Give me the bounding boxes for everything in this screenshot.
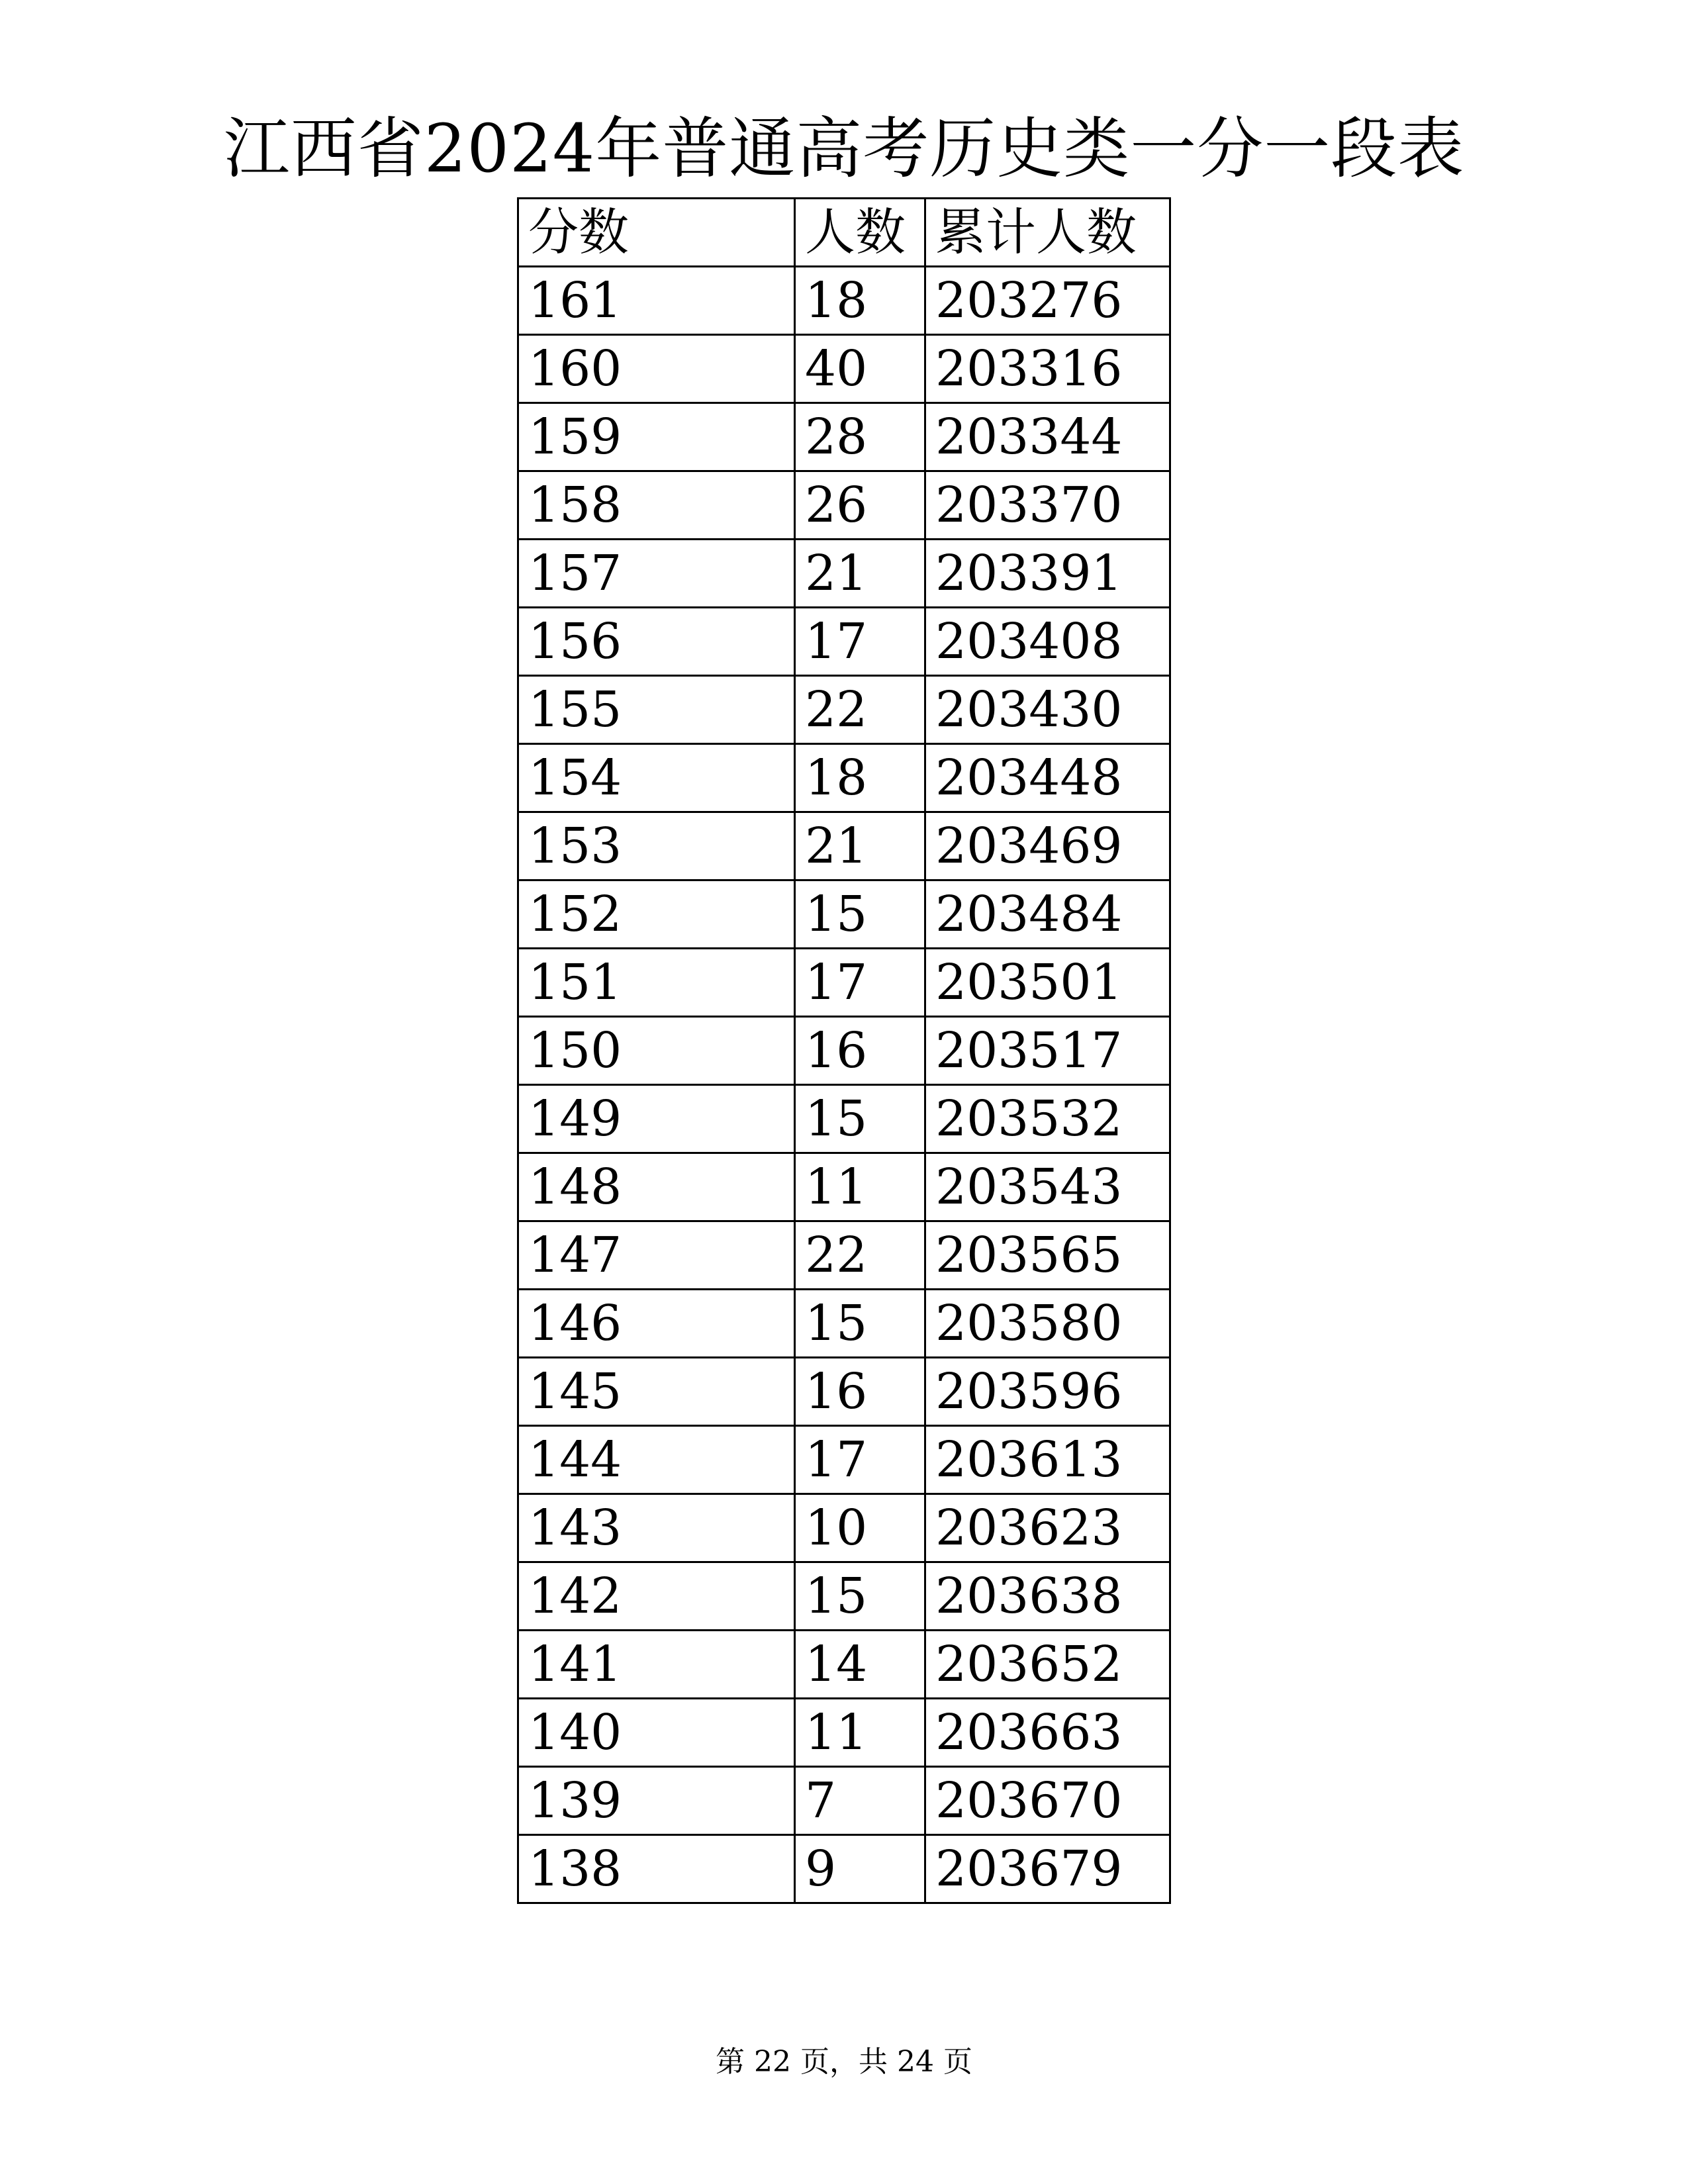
cell-cumulative: 203596 bbox=[925, 1358, 1170, 1426]
page-title: 江西省2024年普通高考历史类一分一段表 bbox=[223, 110, 1465, 187]
cell-score: 141 bbox=[518, 1631, 795, 1699]
cell-cumulative: 203517 bbox=[925, 1017, 1170, 1085]
cell-count: 11 bbox=[795, 1699, 925, 1767]
header-score: 分数 bbox=[518, 199, 795, 267]
cell-count: 7 bbox=[795, 1767, 925, 1835]
table-row bbox=[518, 1290, 1170, 1358]
cell-count: 17 bbox=[795, 1426, 925, 1494]
cell-cumulative: 203316 bbox=[925, 335, 1170, 403]
cell-count: 14 bbox=[795, 1631, 925, 1699]
cell-count: 22 bbox=[795, 1221, 925, 1290]
table-row bbox=[518, 880, 1170, 949]
cell-cumulative: 203652 bbox=[925, 1631, 1170, 1699]
table-row bbox=[518, 676, 1170, 744]
cell-cumulative: 203565 bbox=[925, 1221, 1170, 1290]
cell-cumulative: 203543 bbox=[925, 1153, 1170, 1221]
cell-count: 15 bbox=[795, 1290, 925, 1358]
cell-score: 138 bbox=[518, 1835, 795, 1903]
cell-count: 18 bbox=[795, 267, 925, 335]
table-row bbox=[518, 1767, 1170, 1835]
table-row bbox=[518, 1221, 1170, 1290]
table-body bbox=[518, 267, 1170, 1903]
cell-count: 16 bbox=[795, 1358, 925, 1426]
cell-count: 10 bbox=[795, 1494, 925, 1562]
cell-count: 15 bbox=[795, 1562, 925, 1631]
cell-score: 143 bbox=[518, 1494, 795, 1562]
table-row bbox=[518, 267, 1170, 335]
cell-cumulative: 203448 bbox=[925, 744, 1170, 812]
cell-count: 15 bbox=[795, 1085, 925, 1153]
cell-count: 21 bbox=[795, 540, 925, 608]
cell-score: 149 bbox=[518, 1085, 795, 1153]
cell-score: 153 bbox=[518, 812, 795, 880]
cell-score: 159 bbox=[518, 403, 795, 471]
cell-cumulative: 203580 bbox=[925, 1290, 1170, 1358]
cell-cumulative: 203276 bbox=[925, 267, 1170, 335]
cell-cumulative: 203501 bbox=[925, 949, 1170, 1017]
cell-cumulative: 203663 bbox=[925, 1699, 1170, 1767]
table-row bbox=[518, 1631, 1170, 1699]
table-row bbox=[518, 744, 1170, 812]
cell-count: 28 bbox=[795, 403, 925, 471]
cell-score: 144 bbox=[518, 1426, 795, 1494]
cell-score: 154 bbox=[518, 744, 795, 812]
table-row bbox=[518, 812, 1170, 880]
table-row bbox=[518, 1494, 1170, 1562]
table-row bbox=[518, 471, 1170, 540]
table-header-row bbox=[518, 199, 1170, 267]
cell-score: 142 bbox=[518, 1562, 795, 1631]
table-row bbox=[518, 1835, 1170, 1903]
table-row bbox=[518, 1699, 1170, 1767]
cell-count: 11 bbox=[795, 1153, 925, 1221]
header-count: 人数 bbox=[795, 199, 925, 267]
cell-count: 16 bbox=[795, 1017, 925, 1085]
cell-cumulative: 203430 bbox=[925, 676, 1170, 744]
cell-cumulative: 203408 bbox=[925, 608, 1170, 676]
cell-score: 152 bbox=[518, 880, 795, 949]
table-row bbox=[518, 1562, 1170, 1631]
cell-cumulative: 203532 bbox=[925, 1085, 1170, 1153]
cell-score: 151 bbox=[518, 949, 795, 1017]
cell-count: 26 bbox=[795, 471, 925, 540]
table-row bbox=[518, 403, 1170, 471]
table-row bbox=[518, 949, 1170, 1017]
table-row bbox=[518, 1153, 1170, 1221]
cell-score: 147 bbox=[518, 1221, 795, 1290]
table-row bbox=[518, 1017, 1170, 1085]
cell-score: 158 bbox=[518, 471, 795, 540]
cell-cumulative: 203370 bbox=[925, 471, 1170, 540]
cell-score: 150 bbox=[518, 1017, 795, 1085]
table-row bbox=[518, 1358, 1170, 1426]
cell-count: 9 bbox=[795, 1835, 925, 1903]
cell-score: 156 bbox=[518, 608, 795, 676]
cell-cumulative: 203638 bbox=[925, 1562, 1170, 1631]
table-row bbox=[518, 540, 1170, 608]
cell-score: 140 bbox=[518, 1699, 795, 1767]
cell-count: 21 bbox=[795, 812, 925, 880]
cell-score: 161 bbox=[518, 267, 795, 335]
cell-count: 15 bbox=[795, 880, 925, 949]
cell-count: 22 bbox=[795, 676, 925, 744]
cell-score: 155 bbox=[518, 676, 795, 744]
score-distribution-table bbox=[517, 197, 1171, 1904]
cell-score: 157 bbox=[518, 540, 795, 608]
cell-cumulative: 203613 bbox=[925, 1426, 1170, 1494]
cell-cumulative: 203670 bbox=[925, 1767, 1170, 1835]
cell-cumulative: 203484 bbox=[925, 880, 1170, 949]
cell-score: 148 bbox=[518, 1153, 795, 1221]
cell-count: 18 bbox=[795, 744, 925, 812]
table-row bbox=[518, 1426, 1170, 1494]
cell-cumulative: 203469 bbox=[925, 812, 1170, 880]
table-row bbox=[518, 1085, 1170, 1153]
cell-count: 40 bbox=[795, 335, 925, 403]
header-cumulative: 累计人数 bbox=[925, 199, 1170, 267]
cell-score: 146 bbox=[518, 1290, 795, 1358]
page-footer: 第 22 页，共 24 页 bbox=[716, 2045, 972, 2079]
cell-score: 139 bbox=[518, 1767, 795, 1835]
cell-count: 17 bbox=[795, 949, 925, 1017]
cell-cumulative: 203344 bbox=[925, 403, 1170, 471]
cell-cumulative: 203679 bbox=[925, 1835, 1170, 1903]
cell-cumulative: 203623 bbox=[925, 1494, 1170, 1562]
cell-score: 160 bbox=[518, 335, 795, 403]
cell-cumulative: 203391 bbox=[925, 540, 1170, 608]
table-row bbox=[518, 335, 1170, 403]
cell-score: 145 bbox=[518, 1358, 795, 1426]
cell-count: 17 bbox=[795, 608, 925, 676]
table-row bbox=[518, 608, 1170, 676]
